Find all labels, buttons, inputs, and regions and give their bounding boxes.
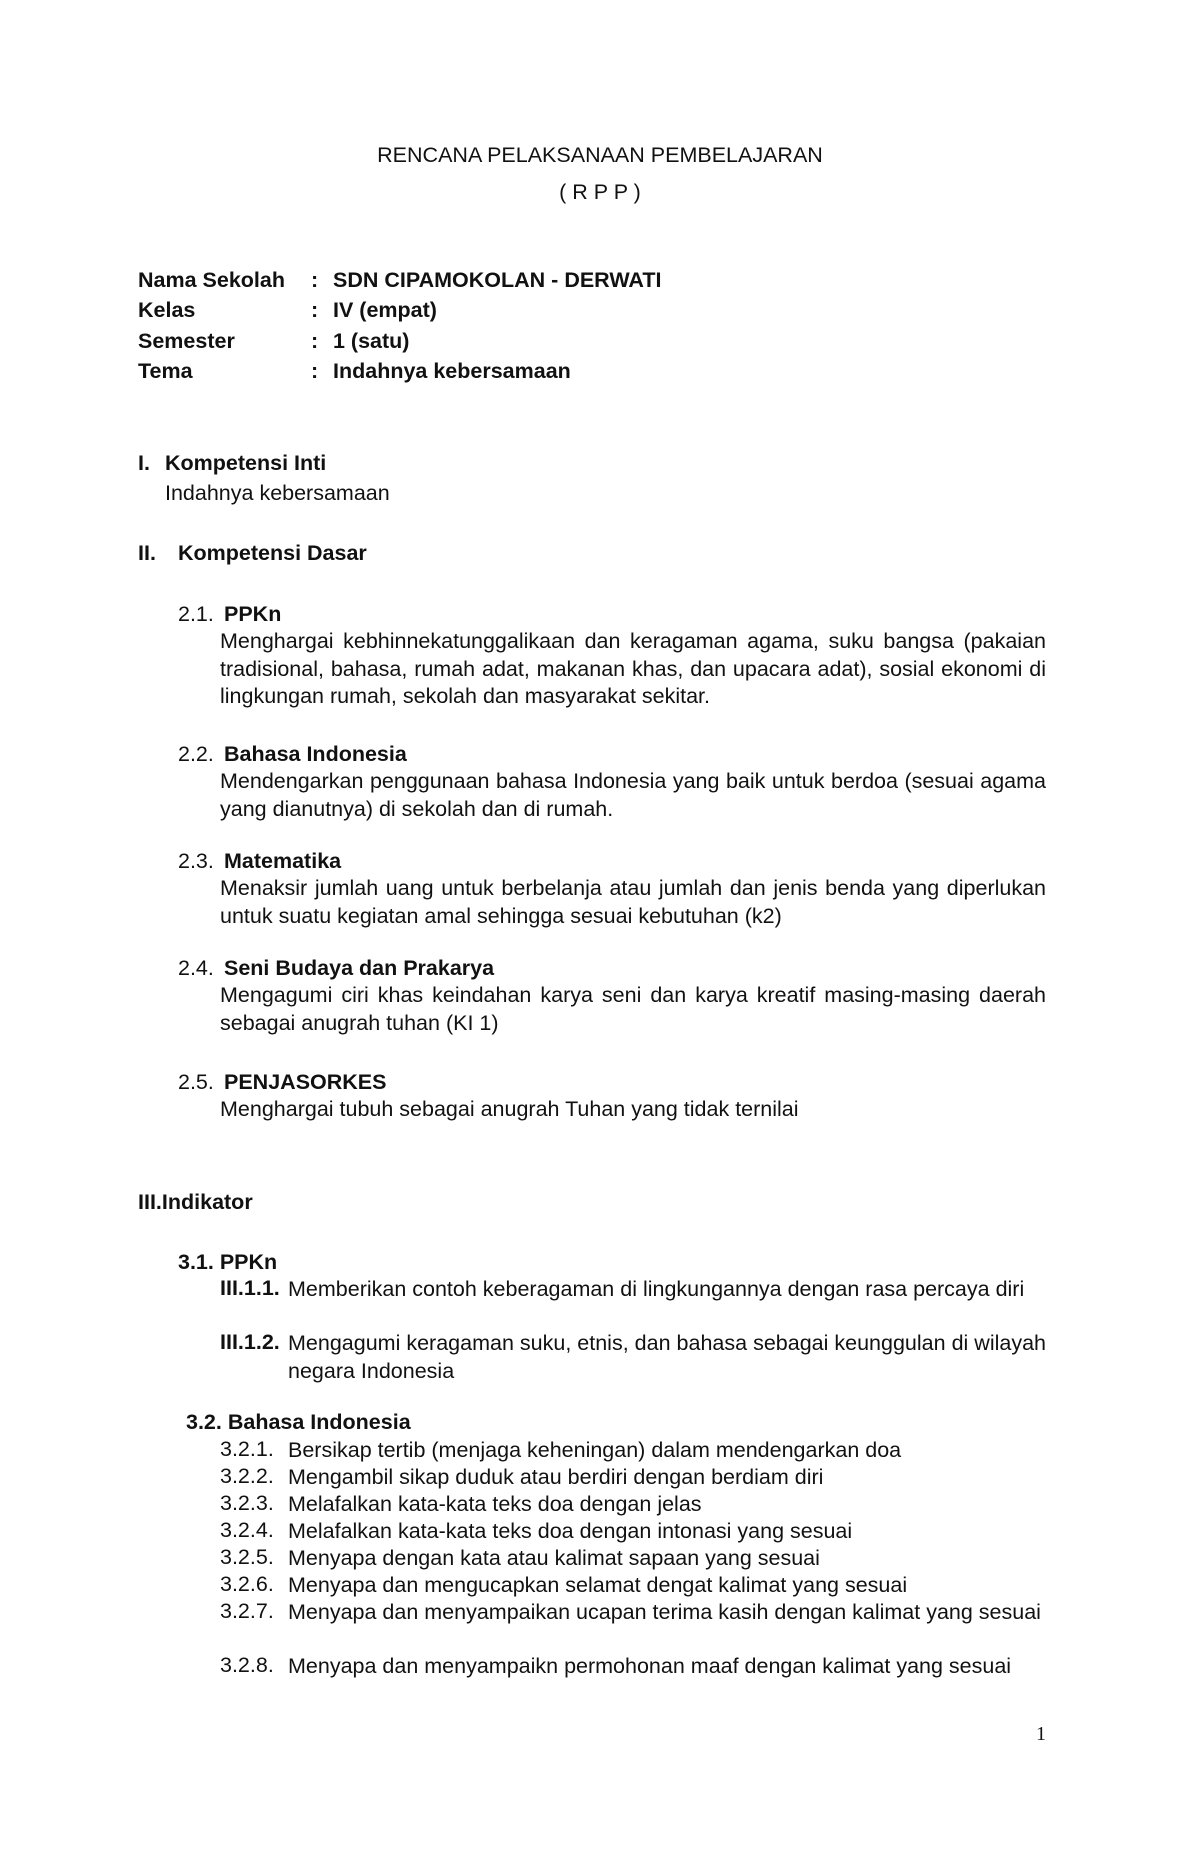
indicator-number: III.1.2. <box>220 1330 280 1354</box>
indicator-number: 3.2.5. <box>220 1545 274 1569</box>
kd-description: Menaksir jumlah uang untuk berbelanja atau jumlah dan jenis benda yang diperlukan untuk suatu kegiatan amal sehingga sesuai kebutuhan (k2) <box>220 876 1046 928</box>
identity-label: Nama Sekolah <box>138 268 285 292</box>
kd-number: 2.3. <box>178 849 214 873</box>
indicator-text: Bersikap tertib (menjaga keheningan) dalam mendengarkan doa <box>288 1438 902 1462</box>
indicator-text: Memberikan contoh keberagaman di lingkungannya dengan rasa percaya diri <box>288 1277 1025 1301</box>
indicator-group-heading: 3.1. PPKn <box>178 1250 278 1274</box>
kd-number: 2.2. <box>178 742 214 766</box>
kd-description: Mendengarkan penggunaan bahasa Indonesia yang baik untuk berdoa (sesuai agama yang dianutnya) di sekolah dan di rumah. <box>220 769 1046 821</box>
indicator-number: 3.2.3. <box>220 1491 274 1515</box>
indicator-text: Mengagumi keragaman suku, etnis, dan bahasa sebagai keunggulan di wilayah negara Indonesia <box>288 1331 1046 1383</box>
indicator-group-heading: 3.2. Bahasa Indonesia <box>186 1410 411 1434</box>
indicator-number: 3.2.2. <box>220 1464 274 1488</box>
kd-subject: Matematika <box>224 849 342 873</box>
document-subtitle: ( R P P ) <box>559 180 641 204</box>
kd-number: 2.5. <box>178 1070 214 1094</box>
section-number: II. <box>138 541 156 565</box>
kd-number: 2.1. <box>178 602 214 626</box>
identity-label: Tema <box>138 359 193 383</box>
section-title: Kompetensi Dasar <box>178 541 367 565</box>
kd-subject: PENJASORKES <box>224 1070 387 1094</box>
indicator-number: 3.2.1. <box>220 1437 274 1461</box>
indicator-number: 3.2.7. <box>220 1599 274 1623</box>
identity-label: Kelas <box>138 298 196 322</box>
indicator-text: Menyapa dan mengucapkan selamat dengat kalimat yang sesuai <box>288 1573 908 1597</box>
indicator-text: Mengambil sikap duduk atau berdiri dengan berdiam diri <box>288 1465 824 1489</box>
kd-number: 2.4. <box>178 956 214 980</box>
kd-description: Menghargai tubuh sebagai anugrah Tuhan yang tidak ternilai <box>220 1097 799 1121</box>
indicator-number: III.1.1. <box>220 1276 280 1300</box>
identity-separator: : <box>311 298 319 322</box>
indicator-text: Menyapa dan menyampaikn permohonan maaf dengan kalimat yang sesuai <box>288 1654 1012 1678</box>
identity-separator: : <box>311 268 319 292</box>
indicator-text: Melafalkan kata-kata teks doa dengan intonasi yang sesuai <box>288 1519 853 1543</box>
page-number: 1 <box>1036 1723 1046 1745</box>
identity-separator: : <box>311 359 319 383</box>
identity-separator: : <box>311 329 319 353</box>
section-title: III.Indikator <box>138 1190 253 1214</box>
document-title: RENCANA PELAKSANAAN PEMBELAJARAN <box>377 143 823 167</box>
indicator-number: 3.2.6. <box>220 1572 274 1596</box>
kd-subject: Bahasa Indonesia <box>224 742 407 766</box>
identity-value: 1 (satu) <box>333 329 410 353</box>
kd-subject: PPKn <box>224 602 282 626</box>
indicator-number: 3.2.4. <box>220 1518 274 1542</box>
section-title: Kompetensi Inti <box>165 451 327 475</box>
identity-value: SDN CIPAMOKOLAN - DERWATI <box>333 268 662 292</box>
identity-value: Indahnya kebersamaan <box>333 359 571 383</box>
kd-description: Mengagumi ciri khas keindahan karya seni dan karya kreatif masing-masing daerah sebagai anugrah tuhan (KI 1) <box>220 983 1046 1035</box>
identity-value: IV (empat) <box>333 298 437 322</box>
identity-label: Semester <box>138 329 235 353</box>
indicator-text: Menyapa dan menyampaikan ucapan terima kasih dengan kalimat yang sesuai <box>288 1600 1041 1624</box>
indicator-number: 3.2.8. <box>220 1653 274 1677</box>
indicator-text: Melafalkan kata-kata teks doa dengan jelas <box>288 1492 702 1516</box>
kd-description: Menghargai kebhinnekatunggalikaan dan keragaman agama, suku bangsa (pakaian tradisional, bahasa, rumah adat, makanan khas, dan upacara adat), sosial ekonomi di lingkungan rumah, sekolah dan masyarakat sekitar. <box>220 629 1046 708</box>
section-text: Indahnya kebersamaan <box>165 481 390 505</box>
kd-subject: Seni Budaya dan Prakarya <box>224 956 495 980</box>
indicator-text: Menyapa dengan kata atau kalimat sapaan yang sesuai <box>288 1546 820 1570</box>
section-number: I. <box>138 451 150 475</box>
